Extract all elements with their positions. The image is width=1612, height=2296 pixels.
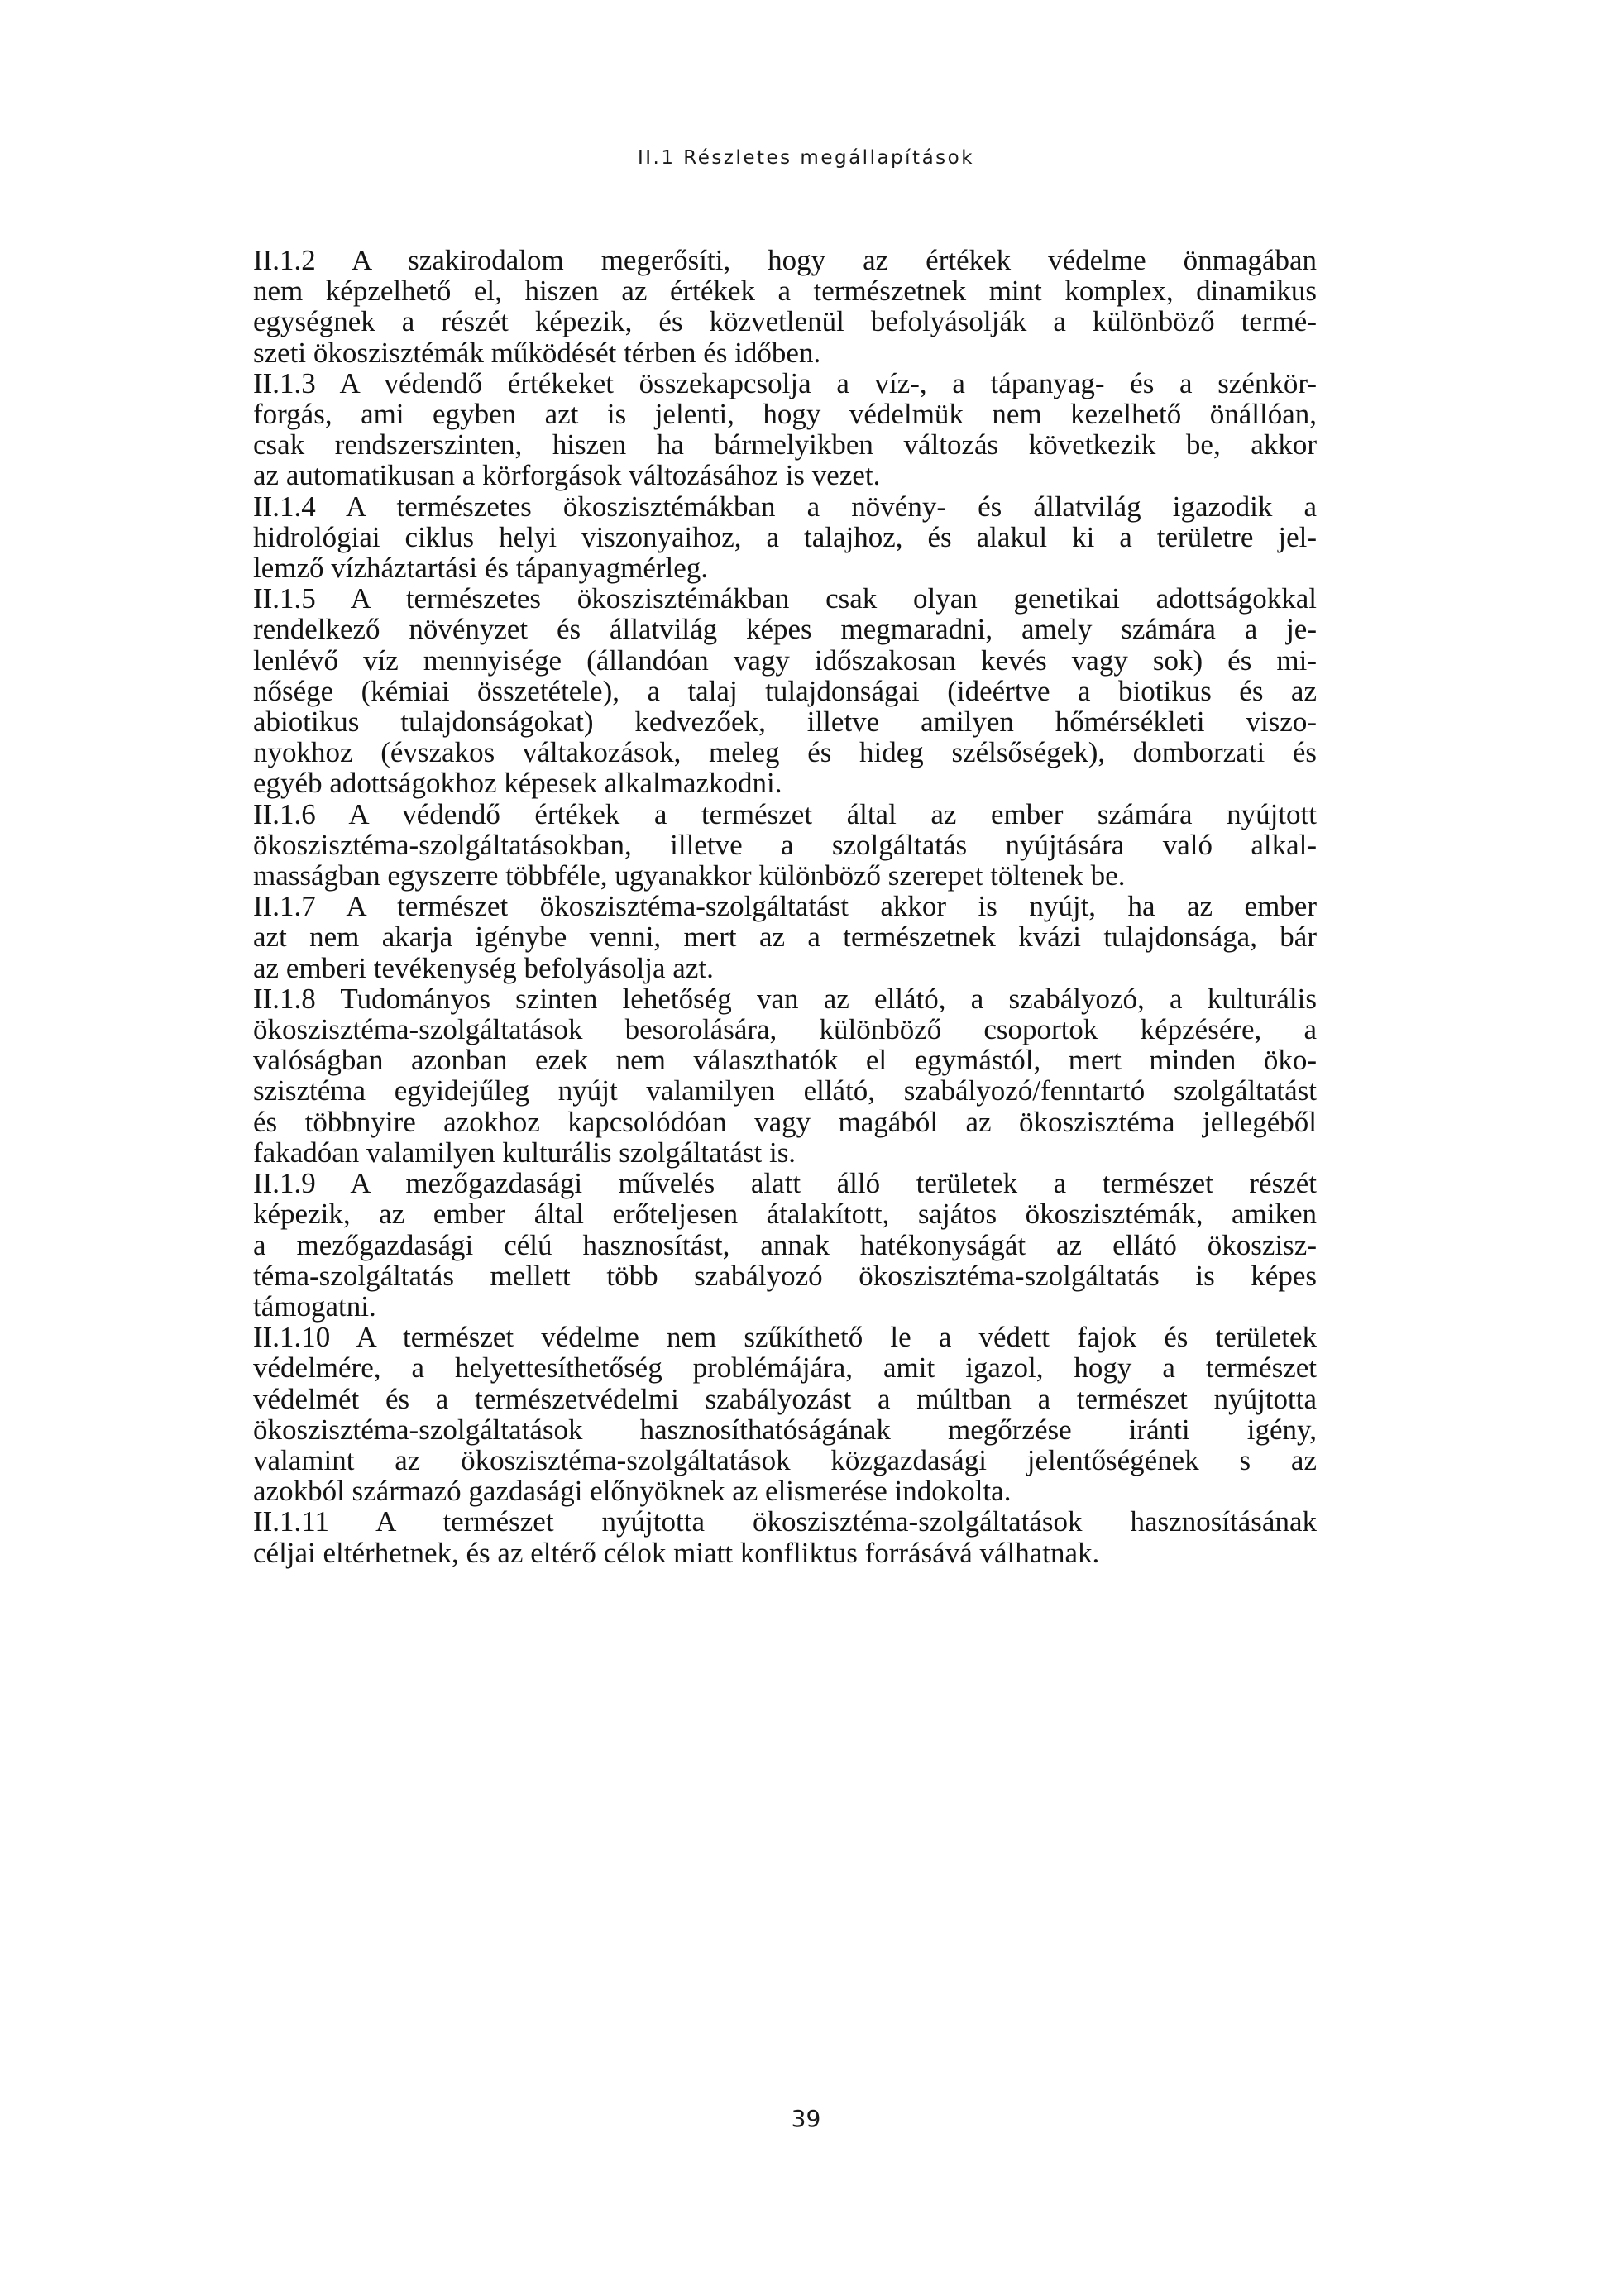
text-line: II.1.4 A természetes ökoszisztémákban a növény- és állatvilág igazodik a — [253, 490, 1317, 523]
text-line: egyéb adottságokhoz képesek alkalmazkodni. — [253, 767, 782, 800]
text-line: rendelkező növényzet és állatvilág képes megmaradni, amely számára a je- — [253, 613, 1317, 646]
text-line: II.1.9 A mezőgazdasági művelés alatt álló területek a természet részét — [253, 1167, 1317, 1200]
text-line: lemző vízháztartási és tápanyagmérleg. — [253, 552, 709, 585]
text-line: forgás, ami egyben azt is jelenti, hogy védelmük nem kezelhető önállóan, — [253, 398, 1317, 431]
text-line: szisztéma egyidejűleg nyújt valamilyen ellátó, szabályozó/fenntartó szolgáltatást — [253, 1074, 1317, 1107]
page-number: 39 — [791, 2105, 821, 2132]
paragraph-II-1-8 — [223, 983, 1317, 1168]
text-line: védelmét és a természetvédelmi szabályozást a múltban a természet nyújtotta — [253, 1382, 1317, 1415]
paragraph-II-1-2 — [223, 245, 1317, 368]
text-line: téma-szolgáltatás mellett több szabályozó ökoszisztéma-szolgáltatás is képes — [253, 1259, 1317, 1292]
text-line: II.1.3 A védendő értékeket összekapcsolja a víz-, a tápanyag- és a szénkör- — [253, 366, 1317, 399]
text-line: azokból származó gazdasági előnyöknek az elismerése indokolta. — [253, 1475, 1012, 1508]
text-line: lenlévő víz mennyisége (állandóan vagy időszakosan kevés vagy sok) és mi- — [253, 643, 1317, 677]
text-line: II.1.2 A szakirodalom megerősíti, hogy az értékek védelme önmagában — [253, 244, 1317, 276]
text-line: céljai eltérhetnek, és az eltérő célok miatt konfliktus forrásává válhatnak. — [253, 1536, 1100, 1569]
text-line: II.1.7 A természet ökoszisztéma-szolgáltatást akkor is nyújt, ha az ember — [253, 890, 1317, 923]
text-line: II.1.10 A természet védelme nem szűkíthető le a védett fajok és területek — [253, 1321, 1317, 1354]
text-line: a mezőgazdasági célú hasznosítást, annak hatékonyságát az ellátó ökoszisz- — [253, 1228, 1317, 1261]
paragraph-II-1-5 — [223, 583, 1317, 798]
text-line: nősége (kémiai összetétele), a talaj tulajdonságai (ideértve a biotikus és az — [253, 674, 1317, 707]
paragraph-II-1-10 — [223, 1322, 1317, 1506]
running-head: II.1 Részletes megállapítások — [637, 147, 975, 169]
text-line: masságban egyszerre többféle, ugyanakkor különböző szerepet töltenek be. — [253, 859, 1126, 892]
paragraph-II-1-9 — [223, 1168, 1317, 1322]
paragraph-II-1-4 — [223, 491, 1317, 584]
text-line: az emberi tevékenység befolyásolja azt. — [253, 951, 714, 984]
text-line: II.1.6 A védendő értékek a természet által az ember számára nyújtott — [253, 797, 1317, 830]
text-line: védelmére, a helyettesíthetőség problémájára, amit igazol, hogy a természet — [253, 1351, 1317, 1385]
paragraph-II-1-7 — [223, 891, 1317, 983]
paragraph-II-1-11 — [223, 1506, 1317, 1567]
text-line: ökoszisztéma-szolgáltatások hasznosíthatóságának megőrzése iránti igény, — [253, 1413, 1317, 1446]
text-line: II.1.5 A természetes ökoszisztémákban csak olyan genetikai adottságokkal — [253, 582, 1317, 615]
text-line: képezik, az ember által erőteljesen átalakított, sajátos ökoszisztémák, amiken — [253, 1198, 1317, 1231]
paragraph-II-1-3 — [223, 368, 1317, 491]
text-line: csak rendszerszinten, hiszen ha bármelyikben változás következik be, akkor — [253, 428, 1317, 462]
text-line: abiotikus tulajdonságokat) kedvezőek, illetve amilyen hőmérsékleti viszo- — [253, 706, 1317, 739]
text-line: és többnyire azokhoz kapcsolódóan vagy magából az ökoszisztéma jellegéből — [253, 1105, 1317, 1138]
text-line: azt nem akarja igénybe venni, mert az a természetnek kvázi tulajdonsága, bár — [253, 921, 1317, 954]
body-text — [223, 245, 1317, 1568]
text-line: az automatikusan a körforgások változásához is vezet. — [253, 459, 881, 492]
text-line: valamint az ökoszisztéma-szolgáltatások közgazdasági jelentőségének s az — [253, 1443, 1317, 1476]
paragraph-II-1-6 — [223, 799, 1317, 892]
text-line: ökoszisztéma-szolgáltatásokban, illetve a szolgáltatás nyújtására való alkal- — [253, 828, 1317, 861]
text-line: fakadóan valamilyen kulturális szolgáltatást is. — [253, 1136, 796, 1169]
text-line: II.1.8 Tudományos szinten lehetőség van az ellátó, a szabályozó, a kulturális — [253, 982, 1317, 1015]
text-line: támogatni. — [253, 1289, 376, 1323]
text-line: nem képzelhető el, hiszen az értékek a természetnek mint komplex, dinamikus — [253, 275, 1317, 308]
text-line: szeti ökoszisztémák működését térben és időben. — [253, 336, 821, 369]
text-line: hidrológiai ciklus helyi viszonyaihoz, a talajhoz, és alakul ki a területre jel- — [253, 520, 1317, 553]
text-line: II.1.11 A természet nyújtotta ökoszisztéma-szolgáltatások hasznosításának — [253, 1505, 1317, 1538]
text-line: ökoszisztéma-szolgáltatások besorolására, különböző csoportok képzésére, a — [253, 1013, 1317, 1046]
text-line: valóságban azonban ezek nem választhatók el egymástól, mert minden öko- — [253, 1044, 1317, 1077]
text-line: egységnek a részét képezik, és közvetlenül befolyásolják a különböző termé- — [253, 305, 1317, 338]
text-line: nyokhoz (évszakos váltakozások, meleg és hideg szélsőségek), domborzati és — [253, 736, 1317, 769]
